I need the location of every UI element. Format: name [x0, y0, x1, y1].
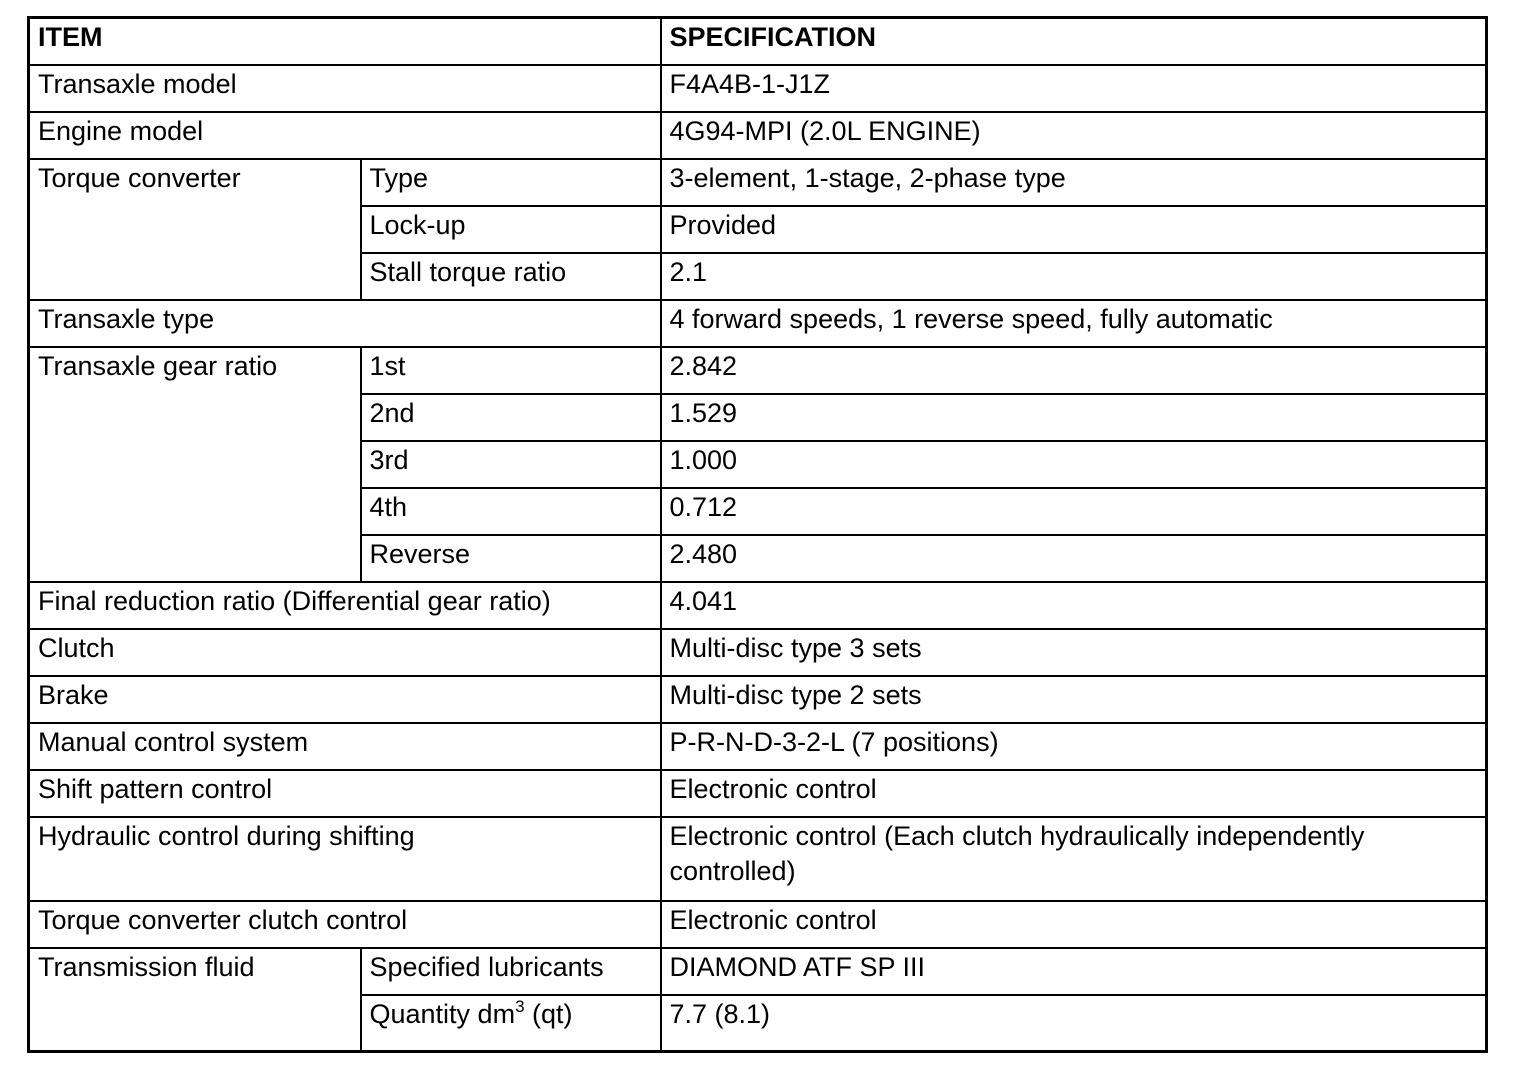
value-cell: 4 forward speeds, 1 reverse speed, fully automatic — [661, 300, 1487, 347]
table-row — [29, 300, 1487, 347]
value-cell: 2.1 — [661, 253, 1487, 300]
table-row — [29, 112, 1487, 159]
table-row — [29, 159, 1487, 206]
sub-item-cell: 3rd — [361, 441, 661, 488]
sub-item-cell: Reverse — [361, 535, 661, 582]
value-cell: DIAMOND ATF SP III — [661, 948, 1487, 995]
item-cell: Shift pattern control — [29, 770, 661, 817]
value-cell: Provided — [661, 206, 1487, 253]
item-cell: Clutch — [29, 629, 661, 676]
value-cell: Electronic control — [661, 770, 1487, 817]
table-row — [29, 901, 1487, 948]
sub-item-cell — [361, 995, 661, 1051]
value-cell: 3-element, 1-stage, 2-phase type — [661, 159, 1487, 206]
item-cell: Transaxle type — [29, 300, 661, 347]
table-row — [29, 582, 1487, 629]
header-item: ITEM — [29, 18, 661, 66]
value-cell: Electronic control (Each clutch hydraulically independently controlled) — [661, 817, 1487, 901]
item-cell: Transaxle model — [29, 65, 661, 112]
header-specification: SPECIFICATION — [661, 18, 1487, 66]
value-cell: F4A4B-1-J1Z — [661, 65, 1487, 112]
sub-item-cell: Type — [361, 159, 661, 206]
sub-item-cell: Stall torque ratio — [361, 253, 661, 300]
value-cell: Multi-disc type 3 sets — [661, 629, 1487, 676]
table-row — [29, 723, 1487, 770]
value-cell: Multi-disc type 2 sets — [661, 676, 1487, 723]
table-row — [29, 770, 1487, 817]
value-cell: 4G94-MPI (2.0L ENGINE) — [661, 112, 1487, 159]
sub-item-cell: Specified lubricants — [361, 948, 661, 995]
value-cell: 2.842 — [661, 347, 1487, 394]
specification-table — [27, 16, 1488, 1053]
item-cell: Final reduction ratio (Differential gear ratio) — [29, 582, 661, 629]
sub-item-cell: 4th — [361, 488, 661, 535]
quantity-label: Quantity dm — [369, 999, 516, 1029]
table-row — [29, 347, 1487, 394]
sub-item-cell: 2nd — [361, 394, 661, 441]
item-cell: Torque converter clutch control — [29, 901, 661, 948]
item-cell: Engine model — [29, 112, 661, 159]
value-cell: 1.000 — [661, 441, 1487, 488]
value-cell: Electronic control — [661, 901, 1487, 948]
item-cell: Brake — [29, 676, 661, 723]
table-row — [29, 65, 1487, 112]
value-cell: 7.7 (8.1) — [661, 995, 1487, 1051]
table-row — [29, 676, 1487, 723]
value-cell: P-R-N-D-3-2-L (7 positions) — [661, 723, 1487, 770]
item-cell: Transmission fluid — [29, 948, 361, 1051]
sub-item-cell: 1st — [361, 347, 661, 394]
quantity-unit: (qt) — [524, 999, 573, 1029]
value-cell: 0.712 — [661, 488, 1487, 535]
quantity-exponent: 3 — [515, 997, 525, 1016]
header-row — [29, 18, 1487, 66]
item-cell: Manual control system — [29, 723, 661, 770]
table-row — [29, 948, 1487, 995]
sub-item-cell: Lock-up — [361, 206, 661, 253]
table-row — [29, 817, 1487, 901]
value-cell: 4.041 — [661, 582, 1487, 629]
item-cell: Torque converter — [29, 159, 361, 300]
table-row — [29, 629, 1487, 676]
value-cell: 2.480 — [661, 535, 1487, 582]
value-cell: 1.529 — [661, 394, 1487, 441]
item-cell: Transaxle gear ratio — [29, 347, 361, 582]
item-cell: Hydraulic control during shifting — [29, 817, 661, 901]
